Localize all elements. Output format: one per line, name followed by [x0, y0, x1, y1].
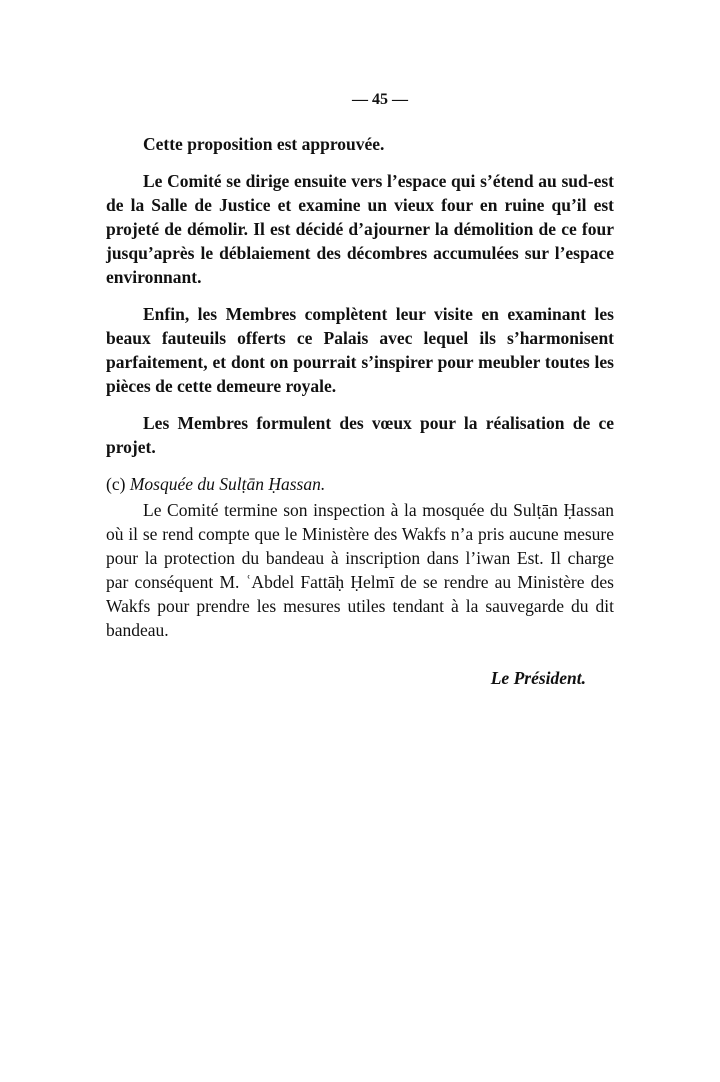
section-label: (c) [106, 474, 126, 494]
document-page [106, 88, 614, 690]
paragraph-oven: Le Comité se dirige ensuite vers l’espace qui s’étend au sud-est de la Salle de Justice et examine un vieux four en ruine qu’il est projeté de démolir. Il est décidé d’ajourner la démolition de ce four jusqu’après le déblaiement des décombres accumulées sur l’espace environnant. [106, 171, 614, 287]
page-number: — 45 — [352, 91, 408, 108]
paragraph-mosque: Le Comité termine son inspection à la mosquée du Sulṭān Ḥassan où il se rend compte que le Ministère des Wakfs n’a pris aucune mesure pour la protection du bandeau à inscription dans l’iwan Est. Il charge par conséquent M. ʿAbdel Fattāḥ Ḥelmī de se rendre au Ministère des Wakfs pour prendre les mesures utiles tendant à la sauvegarde du dit bandeau. [106, 500, 614, 640]
paragraph-armchairs: Enfin, les Membres complètent leur visite en examinant les beaux fauteuils offerts ce Palais avec lequel ils s’harmonisent parfaitement, et dont on pourrait s’inspirer pour meubler toutes les pièces de cette demeure royale. [106, 304, 614, 396]
section-heading [106, 472, 614, 496]
paragraph-wishes: Les Membres formulent des vœux pour la réalisation de ce projet. [106, 413, 614, 457]
signature-president: Le Président. [490, 668, 586, 688]
section-title: Mosquée du Sulṭān Ḥassan. [129, 474, 326, 494]
paragraph-approval: Cette proposition est approuvée. [143, 134, 385, 154]
